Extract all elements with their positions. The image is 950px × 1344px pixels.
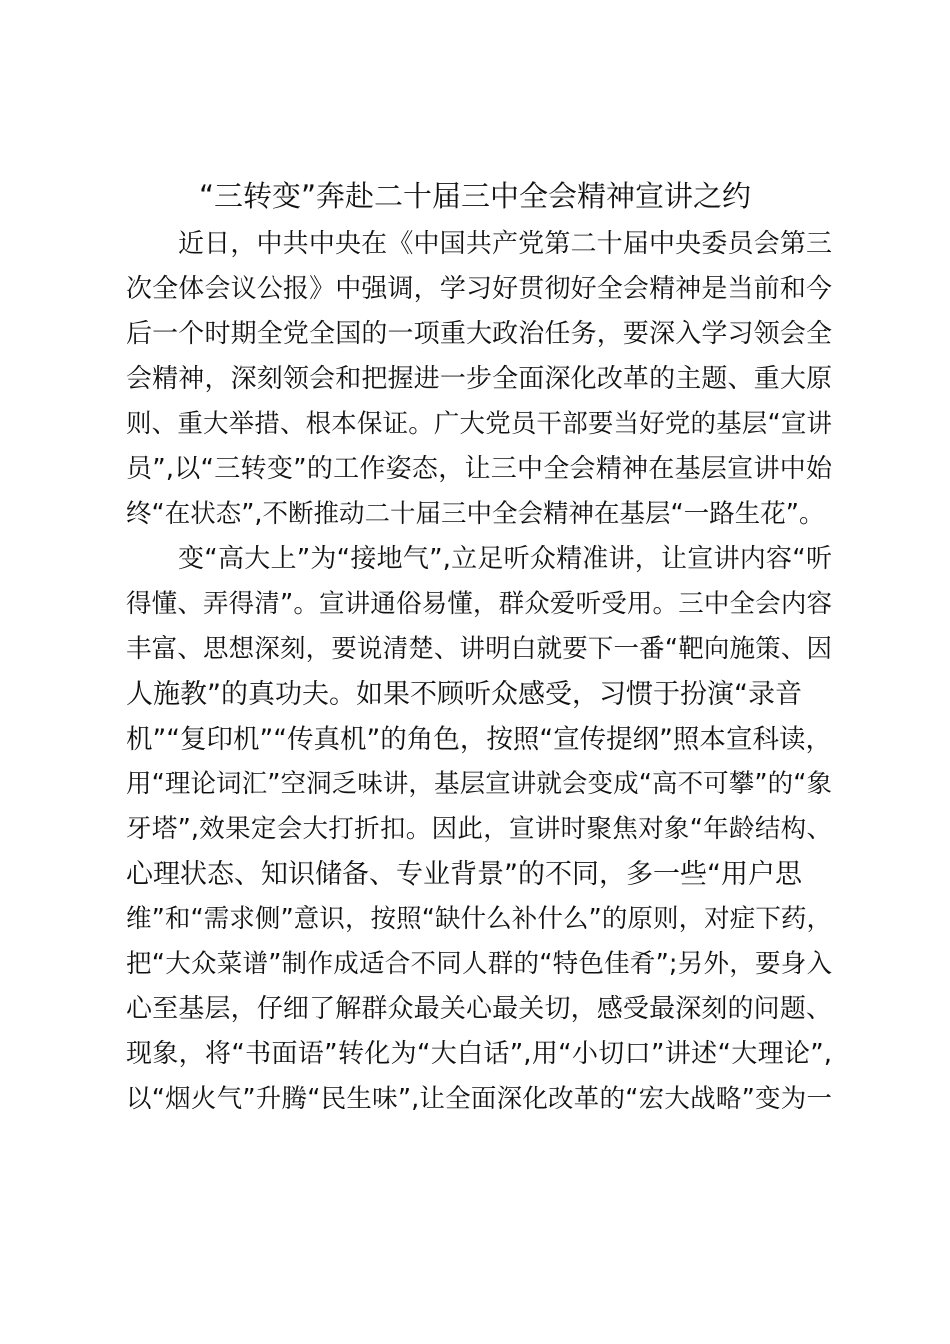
paragraph-line: 得懂、弄得清”。宣讲通俗易懂，群众爱听受用。三中全会内容 xyxy=(126,589,832,619)
paragraph-2 xyxy=(126,537,832,1122)
paragraph-line: 以“烟火气”升腾“民生味”,让全面深化改革的“宏大战略”变为一 xyxy=(126,1084,832,1114)
paragraph-line: 用“理论词汇”空洞乏味讲，基层宣讲就会变成“高不可攀”的“象 xyxy=(126,769,832,799)
paragraph-line: 心理状态、知识储备、专业背景”的不同，多一些“用户思 xyxy=(126,859,802,890)
paragraph-line: 则、重大举措、根本保证。广大党员干部要当好党的基层“宣讲 xyxy=(126,409,832,439)
paragraph-line: 后一个时期全党全国的一项重大政治任务，要深入学习领会全 xyxy=(126,319,832,349)
paragraph-1 xyxy=(126,222,832,537)
paragraph-line: 现象，将“书面语”转化为“大白话”,用“小切口”讲述“大理论”, xyxy=(126,1039,832,1069)
paragraph-line: 心至基层，仔细了解群众最关心最关切，感受最深刻的问题、 xyxy=(126,994,832,1024)
paragraph-line: 牙塔”,效果定会大打折扣。因此，宣讲时聚焦对象“年龄结构、 xyxy=(126,814,832,844)
paragraph-line: 维”和“需求侧”意识，按照“缺什么补什么”的原则，对症下药， xyxy=(126,904,832,934)
paragraph-line: 员”,以“三转变”的工作姿态，让三中全会精神在基层宣讲中始 xyxy=(126,454,832,484)
paragraph-line: 丰富、思想深刻，要说清楚、讲明白就要下一番“靶向施策、因 xyxy=(126,634,832,664)
document-title: “三转变”奔赴二十届三中全会精神宣讲之约 xyxy=(198,179,752,213)
paragraph-line: 机”“复印机”“传真机”的角色，按照“宣传提纲”照本宣科读， xyxy=(126,724,832,755)
paragraph-line: 把“大众菜谱”制作成适合不同人群的“特色佳肴”;另外，要身入 xyxy=(126,949,832,979)
paragraph-line: 近日，中共中央在《中国共产党第二十届中央委员会第三 xyxy=(178,229,832,259)
paragraph-line: 变“高大上”为“接地气”,立足听众精准讲，让宣讲内容“听 xyxy=(178,544,832,574)
paragraph-line: 终“在状态”,不断推动二十届三中全会精神在基层“一路生花”。 xyxy=(126,499,825,529)
paragraph-line: 次全体会议公报》中强调，学习好贯彻好全会精神是当前和今 xyxy=(126,274,832,304)
paragraph-line: 人施教”的真功夫。如果不顾听众感受，习惯于扮演“录音 xyxy=(126,679,802,710)
paragraph-line: 会精神，深刻领会和把握进一步全面深化改革的主题、重大原 xyxy=(126,364,832,394)
